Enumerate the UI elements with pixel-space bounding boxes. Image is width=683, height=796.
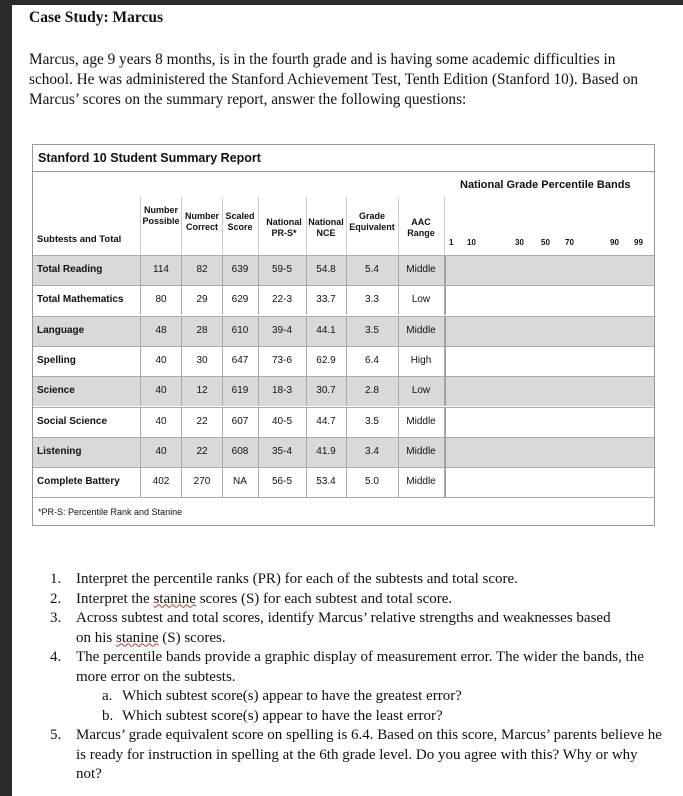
- subtest-name: Total Mathematics: [37, 294, 124, 306]
- cell-nce: 44.7: [316, 415, 336, 427]
- grid-line: [222, 407, 223, 437]
- cell-aac: Middle: [406, 264, 436, 275]
- grid-line: [33, 467, 654, 468]
- band-tick: 99: [634, 238, 643, 247]
- cell-prs: 73-6: [271, 354, 292, 366]
- cell-aac: High: [410, 354, 432, 366]
- table-row: [33, 346, 654, 376]
- question-4a: a. Which subtest score(s) appear to have the greatest error?: [102, 688, 462, 704]
- question-2: 2. Interpret the stanine scores (S) for each subtest and total score.: [50, 590, 453, 607]
- question-5: 5. Marcus’ grade equivalent score on spelling is 6.4. Based on this score, Marcus’ parents believe he is ready for instruction in spelling at the 6th grade level. Do you agree with this? Why or why not?: [50, 727, 662, 782]
- percentile-band-cell: [445, 407, 655, 437]
- cell-prs: 22-3: [271, 294, 292, 306]
- cell-aac: Middle: [406, 476, 436, 488]
- grid-line: [398, 316, 399, 346]
- cell-nce: 33.7: [316, 294, 336, 306]
- window-left-edge: [0, 0, 12, 796]
- grid-line: [181, 346, 182, 376]
- grid-line: [346, 376, 347, 406]
- table-row: [33, 467, 654, 497]
- cell-prs: 56-5: [271, 476, 292, 488]
- grid-line: [140, 346, 141, 376]
- footnote: *PR-S: Percentile Rank and Stanine: [38, 507, 183, 517]
- grid-line: [306, 285, 307, 315]
- question-4b: b. Which subtest score(s) appear to have the least error?: [102, 707, 443, 724]
- grid-line: [258, 255, 259, 285]
- cell-ge: 3.5: [365, 415, 379, 427]
- grid-line: [140, 437, 141, 467]
- cell-scaled: 619: [231, 385, 249, 397]
- intro-paragraph: Marcus, age 9 years 8 months, is in the fourth grade and is having some academic difficulties in school. He was administered the Stanford Achievement Test, Tenth Edition (Stanford 10). Based on Marcus’ scores on the summary report, answer the following questions:: [29, 51, 639, 108]
- table-row: [33, 316, 654, 346]
- grid-line: [181, 285, 182, 315]
- grid-line: [222, 285, 223, 315]
- table-row: [33, 437, 654, 467]
- grid-line: [306, 316, 307, 346]
- cell-possible: 402: [152, 476, 170, 488]
- cell-aac: Low: [411, 294, 431, 306]
- subtest-name: Social Science: [37, 415, 108, 427]
- grid-line: [140, 407, 141, 437]
- cell-scaled: 647: [231, 354, 249, 366]
- grid-line: [258, 197, 259, 255]
- cell-prs: 40-5: [271, 415, 292, 427]
- percentile-band-cell: [445, 376, 655, 406]
- cell-ge: 3.3: [365, 294, 379, 306]
- band-tick: 70: [565, 238, 574, 247]
- cell-scaled: 639: [231, 264, 249, 275]
- subtest-name: Language: [37, 324, 85, 336]
- grid-line: [33, 437, 654, 438]
- cell-nce: 62.9: [316, 354, 336, 366]
- grid-line: [33, 376, 654, 377]
- grid-line: [222, 316, 223, 346]
- cell-possible: 80: [155, 294, 167, 306]
- grid-line: [140, 197, 141, 255]
- grid-line: [140, 376, 141, 406]
- grid-line: [398, 376, 399, 406]
- cell-possible: 40: [155, 415, 167, 427]
- grid-line: [306, 437, 307, 467]
- grid-line: [33, 497, 654, 498]
- cell-correct: 29: [196, 294, 208, 306]
- grid-line: [258, 285, 259, 315]
- band-tick: 30: [515, 238, 524, 247]
- subtest-name: Total Reading: [37, 264, 103, 275]
- subtest-name: Science: [37, 385, 75, 397]
- grid-line: [306, 197, 307, 255]
- cell-nce: 41.9: [316, 445, 336, 457]
- cell-correct: 270: [193, 476, 211, 488]
- grid-line: [33, 316, 654, 317]
- cell-possible: 40: [155, 445, 167, 457]
- table-row: [33, 376, 654, 406]
- cell-ge: 6.4: [365, 354, 379, 366]
- grid-line: [398, 285, 399, 315]
- grid-line: [181, 407, 182, 437]
- cell-ge: 5.0: [365, 476, 379, 488]
- cell-possible: 48: [155, 324, 167, 336]
- grid-line: [222, 376, 223, 406]
- cell-aac: Middle: [406, 324, 436, 336]
- grid-line: [346, 407, 347, 437]
- cell-scaled: 608: [231, 445, 249, 457]
- grid-line: [398, 197, 399, 255]
- cell-aac: Low: [411, 385, 431, 397]
- header-number-possible: Number Possible: [142, 205, 180, 226]
- percentile-band-cell: [445, 467, 655, 497]
- grid-line: [33, 285, 654, 286]
- grid-line: [306, 376, 307, 406]
- grid-line: [258, 376, 259, 406]
- band-tick: 10: [467, 238, 476, 247]
- cell-prs: 39-4: [271, 324, 292, 336]
- cell-scaled: 629: [231, 294, 249, 306]
- cell-scaled: 610: [231, 324, 249, 336]
- header-subtests: Subtests and Total: [37, 234, 122, 245]
- cell-aac: Middle: [406, 415, 436, 427]
- question-3: 3. Across subtest and total scores, identify Marcus’ relative strengths and weaknesses based on his stanine (S) scores.: [50, 610, 611, 646]
- grid-line: [346, 346, 347, 376]
- cell-nce: 44.1: [316, 324, 336, 336]
- grid-line: [33, 346, 654, 347]
- cell-ge: 3.5: [365, 324, 379, 336]
- grid-line: [346, 197, 347, 255]
- summary-report-table: [32, 144, 655, 526]
- question-list: [50, 570, 665, 785]
- grid-line: [222, 197, 223, 255]
- cell-prs: 18-3: [271, 385, 292, 397]
- grid-line: [258, 467, 259, 497]
- header-aac-range: AAC Range: [407, 217, 435, 238]
- grid-line: [181, 467, 182, 497]
- cell-correct: 12: [196, 385, 208, 397]
- grid-line: [181, 255, 182, 285]
- cell-ge: 5.4: [365, 264, 379, 275]
- grid-line: [222, 467, 223, 497]
- cell-scaled: 607: [231, 415, 249, 427]
- cell-possible: 114: [153, 264, 169, 275]
- question-1: 1. Interpret the percentile ranks (PR) for each of the subtests and total score.: [50, 571, 518, 587]
- grid-line: [306, 467, 307, 497]
- percentile-band-cell: [445, 346, 655, 376]
- grid-line: [140, 285, 141, 315]
- cell-ge: 2.8: [365, 385, 379, 397]
- divider: [33, 171, 654, 172]
- table-row: [33, 255, 654, 285]
- grid-line: [346, 255, 347, 285]
- grid-line: [398, 407, 399, 437]
- document-page: [12, 5, 683, 796]
- grid-line: [306, 407, 307, 437]
- report-title: Stanford 10 Student Summary Report: [38, 151, 261, 165]
- grid-line: [258, 437, 259, 467]
- percentile-bands-title: National Grade Percentile Bands: [460, 179, 631, 191]
- cell-correct: 28: [196, 324, 208, 336]
- grid-line: [398, 467, 399, 497]
- grid-line: [222, 255, 223, 285]
- grid-line: [181, 437, 182, 467]
- header-number-correct: Number Correct: [184, 211, 219, 232]
- cell-possible: 40: [155, 354, 167, 366]
- band-tick: 1: [449, 238, 454, 247]
- grid-line: [346, 316, 347, 346]
- grid-line: [346, 437, 347, 467]
- grid-line: [33, 407, 654, 408]
- cell-correct: 22: [196, 415, 208, 427]
- grid-line: [258, 346, 259, 376]
- cell-possible: 40: [155, 385, 167, 397]
- percentile-band-cell: [445, 437, 655, 467]
- page-title: Case Study: Marcus: [29, 9, 164, 26]
- header-national-nce: National NCE: [308, 217, 344, 238]
- grid-line: [398, 437, 399, 467]
- grid-line: [258, 407, 259, 437]
- grid-line: [398, 346, 399, 376]
- grid-line: [181, 316, 182, 346]
- cell-correct: 30: [196, 354, 208, 366]
- band-tick: 90: [610, 238, 619, 247]
- grid-line: [140, 467, 141, 497]
- cell-correct: 22: [196, 445, 208, 457]
- question-4: 4. The percentile bands provide a graphic display of measurement error. The wider the bands, the more error on the subtests.: [50, 649, 644, 685]
- cell-scaled: NA: [233, 476, 247, 488]
- grid-line: [444, 197, 445, 255]
- grid-line: [140, 316, 141, 346]
- grid-line: [346, 285, 347, 315]
- grid-line: [306, 346, 307, 376]
- subtest-name: Spelling: [37, 354, 76, 366]
- cell-nce: 54.8: [316, 264, 336, 275]
- header-grade-equivalent: Grade Equivalent: [349, 211, 395, 232]
- percentile-band-cell: [445, 285, 655, 315]
- grid-line: [222, 346, 223, 376]
- cell-correct: 82: [196, 264, 208, 275]
- table-row: [33, 285, 654, 315]
- grid-line: [398, 255, 399, 285]
- percentile-band-cell: [445, 316, 655, 346]
- header-scaled-score: Scaled Score: [225, 211, 255, 232]
- spellcheck-word: stanine: [153, 590, 196, 607]
- grid-line: [258, 316, 259, 346]
- cell-nce: 30.7: [316, 385, 336, 397]
- subtest-name: Complete Battery: [37, 476, 120, 488]
- spellcheck-word: stanine: [116, 629, 159, 646]
- cell-prs: 59-5: [271, 264, 292, 275]
- grid-line: [346, 467, 347, 497]
- cell-prs: 35-4: [271, 445, 292, 457]
- cell-nce: 53.4: [316, 476, 336, 488]
- cell-aac: Middle: [406, 445, 436, 457]
- grid-line: [181, 376, 182, 406]
- percentile-band-cell: [445, 255, 655, 285]
- grid-line: [306, 255, 307, 285]
- grid-line: [181, 197, 182, 255]
- grid-line: [33, 255, 654, 256]
- cell-ge: 3.4: [365, 445, 379, 457]
- grid-line: [222, 437, 223, 467]
- table-row: [33, 407, 654, 437]
- band-tick: 50: [541, 238, 550, 247]
- header-national-pr-s: National PR-S*: [266, 217, 302, 238]
- subtest-name: Listening: [37, 445, 82, 457]
- grid-line: [140, 255, 141, 285]
